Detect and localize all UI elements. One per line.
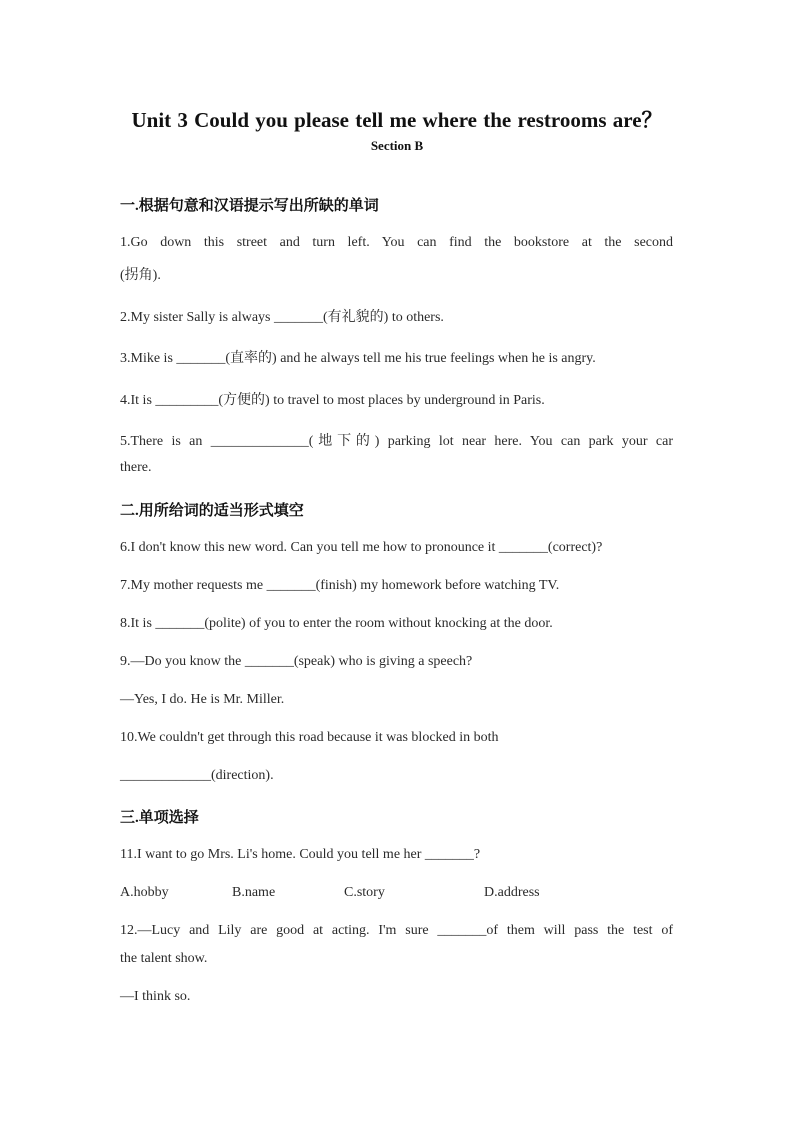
question-2: 2.My sister Sally is always _______(有礼貌的) to others. xyxy=(120,310,444,325)
question-6: 6.I don't know this new word. Can you tell me how to pronounce it _______(correct)? xyxy=(120,540,603,555)
question-4: 4.It is _________(方便的) to travel to most places by underground in Paris. xyxy=(120,393,545,408)
question-11: 11.I want to go Mrs. Li's home. Could you tell me her _______? xyxy=(120,847,481,862)
section1-heading: 一.根据句意和汉语提示写出所缺的单词 xyxy=(120,198,379,214)
question-10-line-1: 10.We couldn't get through this road because it was blocked in both xyxy=(120,730,499,745)
question-7: 7.My mother requests me _______(finish) my homework before watching TV. xyxy=(120,578,560,593)
question-5-line-1: 5.There is an ______________(地下的) parking lot near here. You can park your car xyxy=(120,434,673,449)
question-5-line-2: there. xyxy=(120,460,152,475)
question-11-option-b: B.name xyxy=(232,885,276,900)
question-3: 3.Mike is _______(直率的) and he always tell me his true feelings when he is angry. xyxy=(120,351,596,366)
section2-heading: 二.用所给词的适当形式填空 xyxy=(120,503,304,519)
question-11-option-c: C.story xyxy=(344,885,385,900)
question-8: 8.It is _______(polite) of you to enter the room without knocking at the door. xyxy=(120,616,553,631)
question-9-line-1: 9.—Do you know the _______(speak) who is giving a speech? xyxy=(120,654,473,669)
question-1-line-2: (拐角). xyxy=(120,268,161,283)
question-11-option-a: A.hobby xyxy=(120,885,169,900)
question-1-line-1: 1.Go down this street and turn left. You can find the bookstore at the second xyxy=(120,235,673,250)
question-11-option-d: D.address xyxy=(484,885,540,900)
section3-heading: 三.单项选择 xyxy=(120,810,199,826)
question-12-line-1: 12.—Lucy and Lily are good at acting. I'm sure _______of them will pass the test of xyxy=(120,923,673,938)
question-12-line-2: the talent show. xyxy=(120,951,208,966)
question-9-line-2: —Yes, I do. He is Mr. Miller. xyxy=(120,692,285,707)
page-title: Unit 3 Could you please tell me where the restrooms are？ xyxy=(131,108,663,132)
question-12-line-3: —I think so. xyxy=(120,989,191,1004)
question-10-line-2: _____________(direction). xyxy=(120,768,274,783)
page-subtitle: Section B xyxy=(370,138,424,153)
